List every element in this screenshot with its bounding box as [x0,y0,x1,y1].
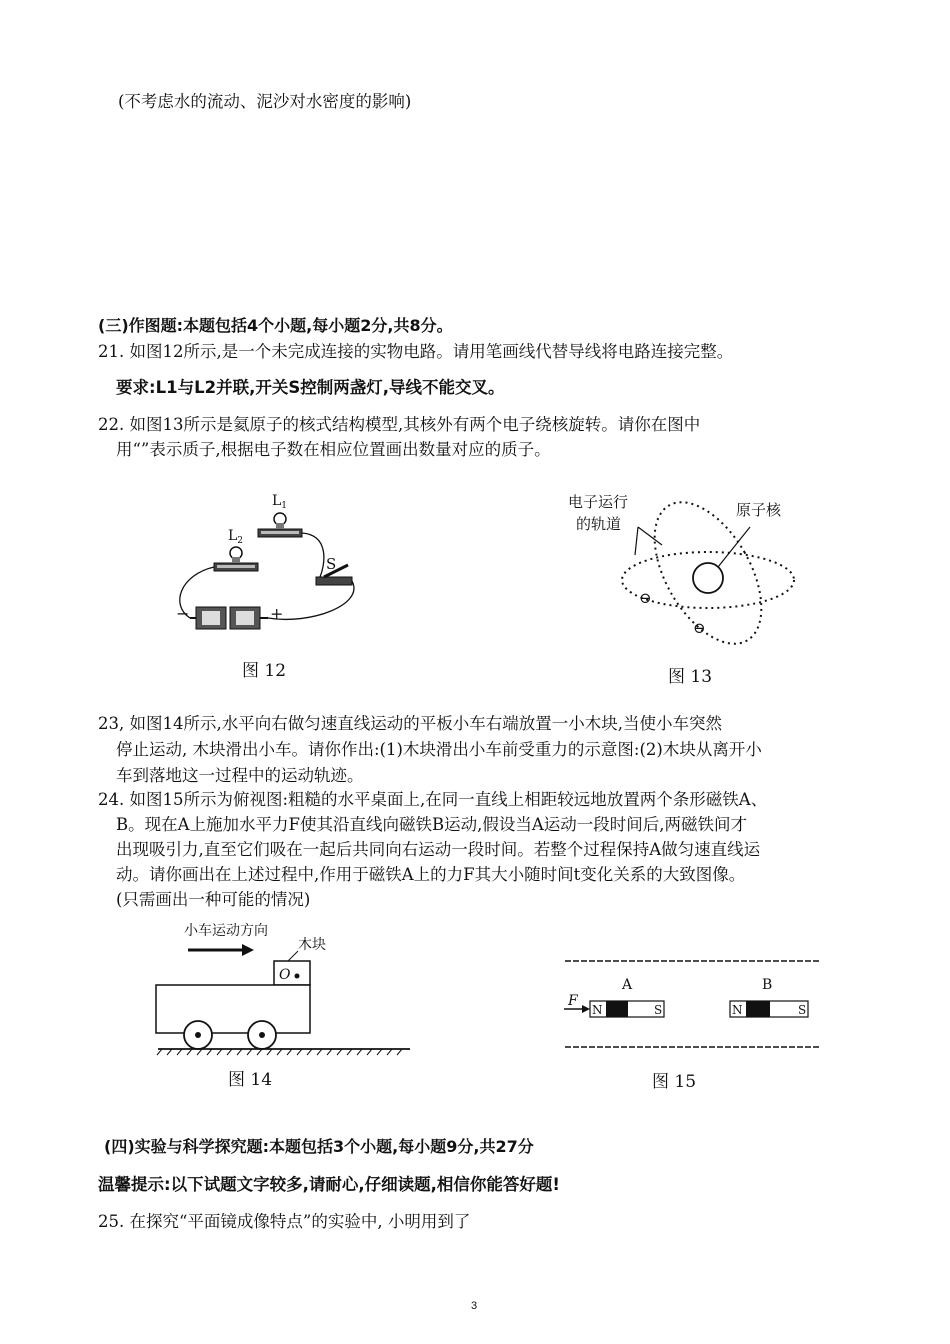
question-22-line-1: 22. 如图13所示是氦原子的核式结构模型,其核外有两个电子绕核旋转。请你在图中 [98,415,701,434]
question-24-line-4: 动。请你画出在上述过程中,作用于磁铁A上的力F其大小随时间t变化关系的大致图像。 [116,865,746,884]
orbit-pointer-2 [635,527,638,555]
cart-direction-label: 小车运动方向 [184,923,268,939]
magnet-a-south: S [654,1003,663,1017]
switch-s-base [316,577,352,585]
figure-12-circuit [160,485,380,690]
magnet-b-south: S [798,1003,807,1017]
figure-12-caption: 图 12 [242,661,287,681]
question-24-line-2: B。现在A上施加水平力F使其沿直线向磁铁B运动,假设当A运动一段时间后,两磁铁间才 [116,815,748,834]
question-22-line-2: 用“”表示质子,根据电子数在相应位置画出数量对应的质子。 [116,440,551,459]
orbit-label-line-1: 电子运行 [568,493,629,511]
battery-plus-sign: + [270,604,284,623]
figure-13-atom [560,485,810,695]
cart-body [156,985,310,1033]
nucleus [693,563,723,593]
question-23-line-2: 停止运动, 木块滑出小车。请你作出:(1)木块滑出小车前受重力的示意图:(2)木块从离开小 [116,740,762,759]
question-24-line-5: (只需画出一种可能的情况) [116,890,311,909]
block-point-label: O [279,967,291,983]
question-21-text: 21. 如图12所示,是一个未完成连接的实物电路。请用笔画线代替导线将电路连接完整。 [98,342,734,361]
section-3-heading: (三)作图题:本题包括4个小题,每小题2分,共8分。 [98,316,453,335]
magnet-b-north: N [732,1003,743,1017]
figure-15-magnets [560,955,825,1100]
label-l2: $L_2$ [228,528,244,546]
ground-hatch [157,1049,402,1055]
battery-minus-sign: − [176,604,190,623]
wire-l1-to-switch [302,533,324,577]
figure-15-caption: 图 15 [652,1072,697,1092]
orbit-label-line-2: 的轨道 [576,515,622,533]
force-label: F [568,993,578,1009]
question-24-line-1: 24. 如图15所示为俯视图:粗糙的水平桌面上,在同一直线上相距较远地放置两个条形磁铁A、 [98,790,768,809]
page-number: 3 [471,1300,478,1312]
orbit-pointer-1 [638,527,662,545]
magnet-a-north: N [592,1003,603,1017]
question-25-start: 25. 在探究“平面镜成像特点”的实验中, 小明用到了 [98,1212,471,1231]
nucleus-label: 原子核 [736,501,782,519]
label-l1: $L_1$ [272,493,288,511]
question-24-line-3: 出现吸引力,直至它们吸在一起后共同向右运动一段时间。若整个过程保持A做匀速直线运 [116,840,761,859]
intro-note: (不考虑水的流动、泥沙对水密度的影响) [118,92,412,111]
block-center-point [295,974,300,979]
block-label: 木块 [298,937,326,953]
question-23-line-3: 车到落地这一过程中的运动轨迹。 [116,766,364,785]
electron-2: ⊖ [693,619,706,637]
electron-1: ⊖ [639,589,652,607]
battery-pack [190,607,268,629]
label-s: S [326,555,337,573]
figure-13-caption: 图 13 [668,667,713,687]
section-4-heading: (四)实验与科学探究题:本题包括3个小题,每小题9分,共27分 [104,1137,534,1156]
figure-14-cart [150,915,420,1095]
magnet-b [730,1001,808,1017]
magnet-b-label: B [762,977,773,993]
magnet-a-label: A [622,977,633,993]
question-21-requirement: 要求:L1与L2并联,开关S控制两盏灯,导线不能交叉。 [116,378,505,397]
question-23-line-1: 23, 如图14所示,水平向右做匀速直线运动的平板小车右端放置一小木块,当使小车突然 [98,714,722,733]
figure-14-caption: 图 14 [228,1070,273,1090]
nucleus-pointer [718,527,750,567]
magnet-a [590,1001,664,1017]
section-4-tip: 温馨提示:以下试题文字较多,请耐心,仔细读题,相信你能答好题! [98,1175,560,1194]
